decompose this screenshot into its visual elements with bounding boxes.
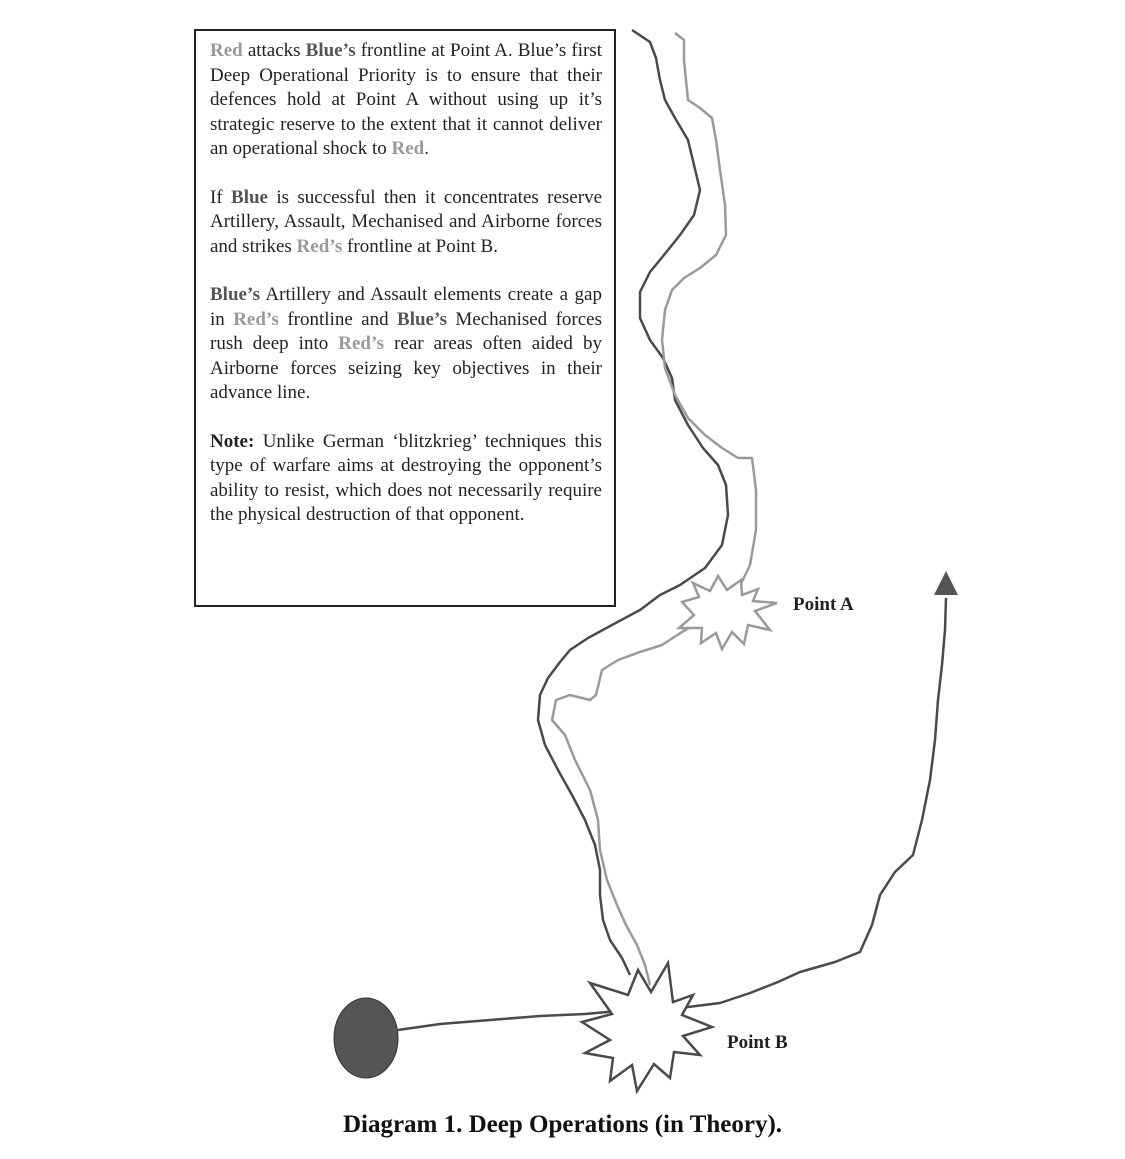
point-b-burst-icon [582,963,712,1091]
paragraph-2 [210,186,602,260]
blue-term: Blue’s [305,40,356,61]
text-span: Artillery and Assault elements create a gap in [210,284,602,330]
point-a-label: Point A [793,594,854,615]
blue-term: Blue’s [210,284,260,305]
blue-unit-marker [334,998,398,1078]
red-term: Red [391,138,425,159]
point-a-burst-icon [679,576,777,649]
blue-term: Blue [231,186,268,208]
text-span: attacks [242,40,306,61]
paragraph-4-note [210,430,602,528]
diagram-caption: Diagram 1. Deep Operations (in Theory). [342,1111,783,1138]
text-span: frontline and [278,308,398,330]
red-term: Red’s [233,308,279,330]
text-span: . [424,138,429,159]
text-span: frontline at Point B. [342,235,498,257]
text-span: Unlike German ‘blitzkrieg’ techniques this type of warfare aims at destroying the opponent’s ability to resist, which does not necessarily require the physical destruction of that opponent. [210,430,602,525]
note-label: Note: [210,430,255,452]
explanation-textbox [194,29,616,607]
paragraph-3 [210,283,602,406]
point-b-label: Point B [727,1032,788,1053]
red-term: Red [210,40,243,61]
text-span: is successful then it concentrates reserve Artillery, Assault, Mechanised and Airborne forces and strikes [210,186,603,257]
text-span: rear areas often aided by Airborne forces seizing key objectives in their advance line. [210,333,602,403]
advance-arrow-head [934,571,958,595]
blue-term: Blue’s [397,308,447,330]
red-term: Red’s [338,333,385,354]
text-span: frontline at Point A. Blue’s first Deep Operational Priority is to ensure that their defences hold at Point A without using up it’s strategic reserve to the extent that it cannot deliver an operational shock to [210,40,602,159]
blue-advance-route [398,598,946,1030]
text-span: Mechanised forces rush deep into [210,308,603,354]
paragraph-1 [210,39,602,162]
red-term: Red’s [296,235,343,257]
text-span: If [210,186,232,208]
